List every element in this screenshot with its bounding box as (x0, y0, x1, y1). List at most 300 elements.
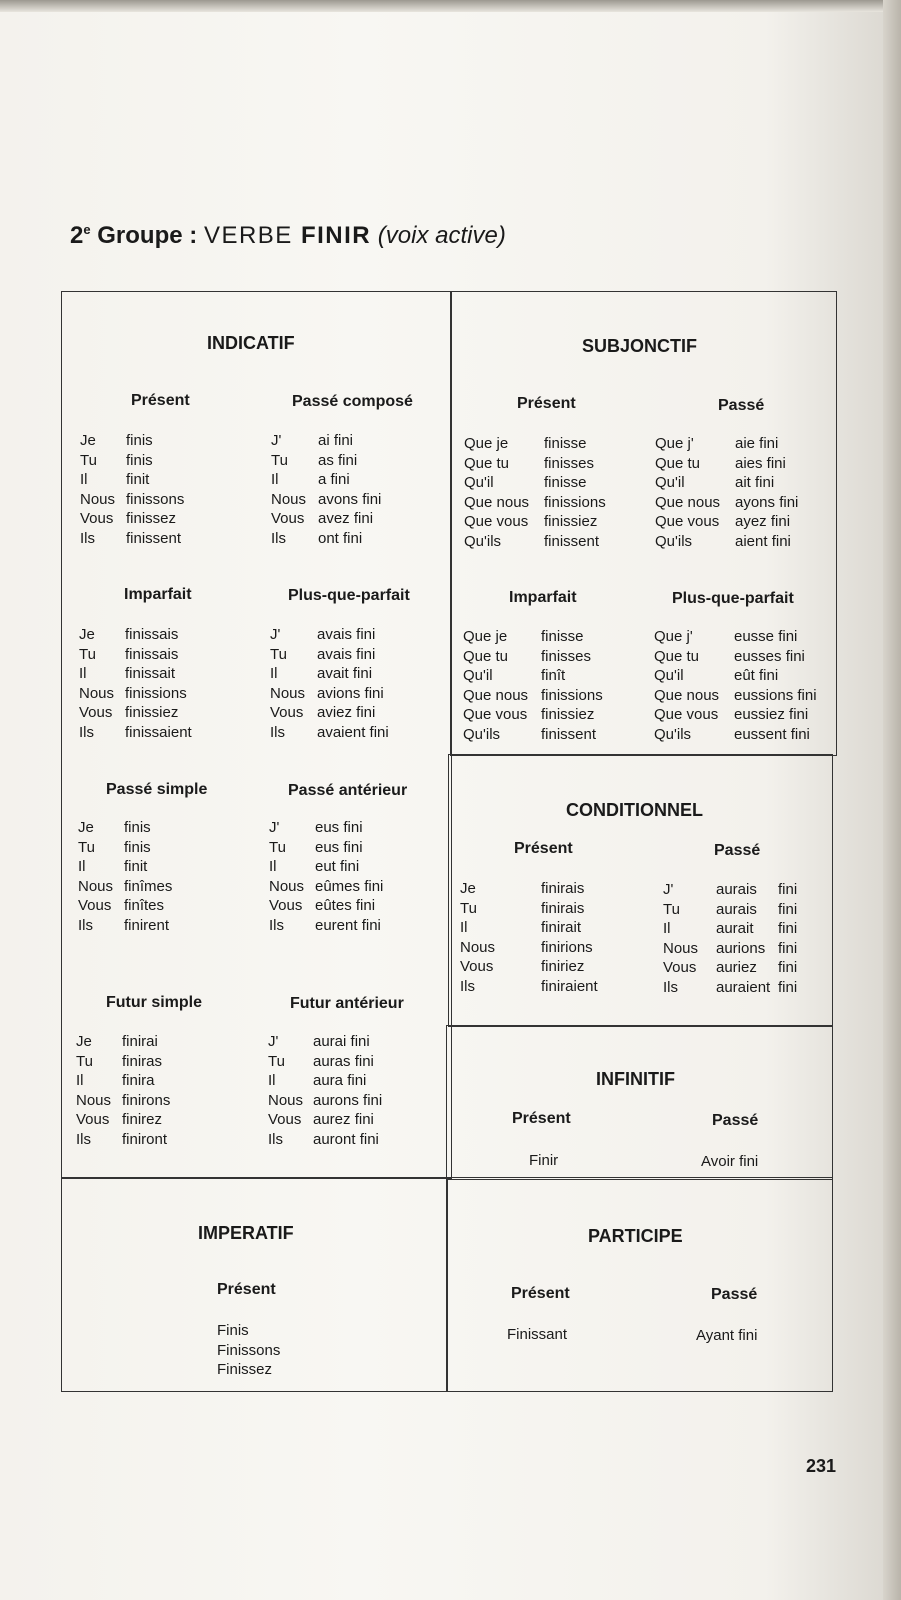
conjugation-line (463, 705, 603, 725)
pronoun: Nous (76, 1091, 112, 1109)
conjugation-line (663, 880, 797, 900)
conjugation-line (464, 512, 606, 532)
indicatif-imparfait-list (79, 625, 192, 743)
pronoun: Tu (80, 451, 97, 469)
conjugation-line (463, 686, 603, 706)
verb-form: avais fini (317, 645, 376, 663)
conjugation-line (655, 532, 798, 552)
verb-form: finissait (125, 665, 176, 683)
verb-form: eus fini (315, 838, 363, 856)
pronoun: Ils (269, 916, 284, 934)
verb-form: auront fini (313, 1130, 379, 1148)
pronoun: Vous (79, 704, 113, 722)
pronoun: Qu'il (463, 667, 493, 685)
verb-form: finirai (122, 1033, 158, 1050)
conjugation-line (654, 666, 817, 686)
conditionnel-passe-list (663, 880, 797, 998)
verb-form: finirions (541, 938, 593, 956)
pronoun: Nous (269, 877, 305, 895)
verb-form: finissions (544, 493, 606, 511)
indicatif-imparfait-label: Imparfait (124, 586, 192, 603)
conjugation-line (270, 625, 389, 645)
verb-form: fini (778, 900, 798, 918)
verb-form: ait fini (735, 474, 775, 492)
conjugation-line (79, 625, 192, 645)
verb-form: ayez fini (735, 513, 791, 531)
verb-form: finis (124, 819, 151, 836)
pronoun: Que vous (655, 513, 720, 531)
participe-passe-value: Ayant fini (696, 1327, 758, 1344)
conjugation-line (78, 877, 172, 897)
pronoun: Que vous (463, 706, 528, 724)
verb-form: finîmes (124, 877, 173, 895)
verb-form: avez fini (318, 510, 374, 528)
pronoun: Que je (463, 628, 508, 645)
conjugation-line (79, 645, 192, 665)
infinitif-present-value: Finir (529, 1152, 559, 1169)
verb-form: eûtes fini (315, 897, 376, 915)
subjonctif-heading: SUBJONCTIF (582, 336, 698, 356)
verb-form: finirent (124, 916, 170, 934)
pronoun: Que tu (463, 647, 509, 665)
pronoun: Nous (268, 1091, 304, 1109)
conjugation-line (460, 977, 598, 997)
pronoun: Tu (78, 838, 95, 856)
verb-form: ai fini (318, 432, 354, 449)
infinitif-heading: INFINITIF (596, 1069, 675, 1089)
conditionnel-passe-label: Passé (714, 842, 761, 859)
pronoun: Que tu (464, 454, 510, 472)
conditionnel-heading: CONDITIONNEL (566, 800, 703, 820)
conjugation-line (271, 529, 381, 549)
subjonctif-imparfait-label: Imparfait (509, 589, 577, 606)
verb-form: eut fini (315, 858, 360, 876)
verb-form: finissons (126, 490, 185, 508)
conjugation-line (76, 1052, 170, 1072)
verb-form: aurai fini (313, 1033, 370, 1050)
conjugation-line (271, 451, 381, 471)
infinitif-box (446, 1025, 833, 1180)
infinitif-passe-label: Passé (712, 1112, 759, 1129)
conjugation-line (463, 647, 603, 667)
conjugation-line (654, 725, 817, 745)
imperatif-present-label: Présent (217, 1281, 276, 1298)
pronoun: Nous (663, 939, 699, 957)
pronoun: Qu'ils (464, 532, 502, 550)
verb-form: finiriez (541, 958, 585, 976)
conjugation-line (271, 470, 381, 490)
title-voix: (voix active) (371, 222, 506, 249)
verb-form: finissiez (125, 704, 179, 722)
verb-form: finissais (125, 645, 179, 663)
page-top-shadow (0, 0, 901, 12)
conjugation-line (460, 879, 598, 899)
pronoun: Tu (76, 1052, 93, 1070)
pronoun: Il (663, 920, 671, 938)
subjonctif-plus-que-parfait-label: Plus-que-parfait (672, 590, 794, 607)
pronoun: Vous (268, 1111, 302, 1129)
conjugation-line (76, 1091, 170, 1111)
conjugation-line (270, 684, 389, 704)
verb-form: fini (778, 959, 798, 977)
pronoun: Vous (271, 510, 305, 528)
verb-form: eussiez fini (734, 706, 809, 724)
imperatif-form: Finissez (217, 1361, 273, 1379)
verb-form: finis (126, 451, 153, 469)
pronoun: Ils (76, 1130, 91, 1148)
pronoun: Que vous (464, 513, 529, 531)
conjugation-line (663, 939, 797, 959)
pronoun: Il (78, 858, 86, 876)
pronoun: Que j' (655, 435, 694, 452)
pronoun: Tu (663, 900, 680, 918)
pronoun: Ils (268, 1130, 283, 1148)
indicatif-passe-anterieur-label: Passé antérieur (288, 782, 408, 799)
conjugation-line (268, 1110, 382, 1130)
verb-form: finiront (122, 1130, 168, 1148)
pronoun: Ils (270, 723, 285, 741)
verb-form: aie fini (735, 435, 779, 452)
pronoun: Vous (460, 958, 494, 976)
verb-form: aurons fini (313, 1091, 383, 1109)
verb-form: eusse fini (734, 628, 798, 645)
pronoun: Nous (80, 490, 116, 508)
auxiliary: aurions (716, 939, 766, 957)
subjonctif-imparfait-list (463, 627, 603, 745)
participe-passe-label: Passé (711, 1286, 758, 1303)
conjugation-line (268, 1130, 382, 1150)
indicatif-heading: INDICATIF (207, 333, 295, 353)
verb-form: eût fini (734, 667, 779, 685)
verb-form: as fini (318, 451, 358, 469)
conjugation-line (460, 918, 598, 938)
indicatif-futur-anterieur-list (268, 1032, 382, 1150)
imperatif-form: Finis (217, 1322, 249, 1339)
pronoun: Que vous (654, 706, 719, 724)
pronoun: Que je (464, 435, 509, 452)
indicatif-present-list (80, 431, 184, 549)
conjugation-line (655, 473, 798, 493)
conjugation-line (80, 509, 184, 529)
indicatif-futur-anterieur-label: Futur antérieur (290, 995, 404, 1012)
pronoun: Il (80, 471, 88, 489)
verb-form: fini (778, 920, 798, 938)
title-groupe: 2e Groupe : (70, 222, 204, 249)
indicatif-present-label: Présent (131, 392, 190, 409)
conjugation-line (271, 509, 381, 529)
conditionnel-present-label: Présent (514, 840, 573, 857)
indicatif-passe-anterieur-list (269, 818, 383, 936)
conjugation-line (463, 666, 603, 686)
conjugation-line (80, 451, 184, 471)
conjugation-line (655, 454, 798, 474)
pronoun: Que j' (654, 628, 693, 645)
pronoun: Que tu (655, 454, 701, 472)
conjugation-line (270, 664, 389, 684)
verb-form: finissent (541, 725, 597, 743)
pronoun: Je (76, 1033, 92, 1050)
pronoun: Que nous (463, 686, 529, 704)
verb-form: finisse (544, 474, 587, 492)
participe-heading: PARTICIPE (588, 1226, 683, 1246)
conjugation-line (268, 1052, 382, 1072)
pronoun: Qu'ils (654, 725, 692, 743)
verb-form: a fini (318, 471, 350, 489)
verb-form: eussions fini (734, 686, 817, 704)
conjugation-line (79, 684, 192, 704)
pronoun: Qu'ils (463, 725, 501, 743)
conjugation-line (663, 919, 797, 939)
pronoun: Qu'ils (655, 532, 693, 550)
conjugation-line (270, 645, 389, 665)
pronoun: J' (270, 626, 281, 643)
verb-form: finissent (126, 529, 182, 547)
conjugation-line (460, 957, 598, 977)
pronoun: Je (79, 626, 95, 643)
verb-form: fini (778, 881, 798, 898)
verb-form: finissiez (544, 513, 598, 531)
conjugation-line (78, 916, 172, 936)
pronoun: Je (78, 819, 94, 836)
pronoun: J' (271, 432, 282, 449)
indicatif-plus-que-parfait-label: Plus-que-parfait (288, 587, 410, 604)
verb-form: finîtes (124, 897, 165, 915)
subjonctif-passe-list (655, 434, 798, 552)
conjugation-line (655, 512, 798, 532)
verb-form: ont fini (318, 529, 363, 547)
verb-form: finissiez (541, 706, 595, 724)
conjugation-line (79, 723, 192, 743)
verb-form: finirez (122, 1111, 163, 1129)
pronoun: Que tu (654, 647, 700, 665)
conjugation-line (78, 896, 172, 916)
pronoun: Je (80, 432, 96, 449)
pronoun: Nous (460, 938, 496, 956)
verb-form: eurent fini (315, 916, 381, 934)
pronoun: J' (269, 819, 280, 836)
conjugation-line (463, 627, 603, 647)
participe-present-label: Présent (511, 1285, 570, 1302)
conjugation-line (460, 938, 598, 958)
pronoun: Vous (270, 704, 304, 722)
pronoun: Il (270, 665, 278, 683)
conjugation-line (269, 818, 383, 838)
pronoun: Il (460, 919, 468, 937)
conjugation-line (78, 857, 172, 877)
conjugation-line (463, 725, 603, 745)
imperatif-forms (217, 1321, 280, 1380)
pronoun: Ils (663, 978, 678, 996)
conjugation-line (654, 647, 817, 667)
conjugation-line (464, 532, 606, 552)
conjugation-line (80, 470, 184, 490)
conjugation-line (464, 454, 606, 474)
pronoun: Ils (79, 723, 94, 741)
conjugation-line (464, 434, 606, 454)
conjugation-line (76, 1130, 170, 1150)
verb-form: finit (126, 471, 150, 489)
pronoun: Il (79, 665, 87, 683)
pronoun: Il (76, 1072, 84, 1090)
conjugation-line (269, 916, 383, 936)
auxiliary: aurais (716, 900, 757, 918)
pronoun: Vous (269, 897, 303, 915)
conjugation-line (268, 1032, 382, 1052)
verb-form: avons fini (318, 490, 382, 508)
indicatif-passe-simple-list (78, 818, 172, 936)
subjonctif-present-label: Présent (517, 395, 576, 412)
verb-form: avaient fini (317, 723, 389, 741)
title-finir: FINIR (300, 222, 372, 249)
conjugation-line (464, 473, 606, 493)
pronoun: Tu (268, 1052, 285, 1070)
verb-form: finira (122, 1072, 155, 1090)
verb-form: aient fini (735, 532, 791, 550)
pronoun: Tu (79, 645, 96, 663)
verb-form: finis (124, 838, 151, 856)
page-title (70, 222, 506, 250)
pronoun: Ils (80, 529, 95, 547)
verb-form: finissions (541, 686, 603, 704)
subjonctif-passe-label: Passé (718, 397, 765, 414)
participe-present-value: Finissant (507, 1326, 568, 1343)
pronoun: Que nous (464, 493, 530, 511)
conjugation-line (76, 1110, 170, 1130)
verb-form: avais fini (317, 626, 376, 643)
verb-form: finirais (541, 899, 585, 917)
verb-form: finirais (541, 880, 585, 897)
pronoun: Nous (270, 684, 306, 702)
verb-form: finiras (122, 1052, 163, 1070)
conjugation-line (79, 664, 192, 684)
infinitif-passe-value: Avoir fini (701, 1153, 759, 1170)
verb-form: finirait (541, 919, 582, 937)
auxiliary: aurais (716, 881, 757, 898)
pronoun: Nous (78, 877, 114, 895)
imperatif-heading: IMPERATIF (198, 1223, 294, 1243)
pronoun: Que nous (654, 686, 720, 704)
auxiliary: auraient (716, 978, 771, 996)
subjonctif-plus-que-parfait-list (654, 627, 817, 745)
pronoun: J' (268, 1033, 279, 1050)
verb-form: auras fini (313, 1052, 374, 1070)
conjugation-line (269, 857, 383, 877)
verb-form: finissais (125, 626, 179, 643)
page-edge (883, 0, 901, 1600)
conjugation-line (654, 705, 817, 725)
verb-form: ayons fini (735, 493, 799, 511)
indicatif-passe-compose-list (271, 431, 381, 549)
indicatif-futur-simple-label: Futur simple (106, 994, 203, 1011)
conjugation-line (460, 899, 598, 919)
verb-form: finisses (541, 647, 592, 665)
pronoun: Qu'il (654, 667, 684, 685)
pronoun: Il (271, 471, 279, 489)
pronoun: Vous (80, 510, 114, 528)
auxiliary: auriez (716, 959, 757, 977)
conjugation-line (79, 703, 192, 723)
verb-form: aviez fini (317, 704, 376, 722)
verb-form: avions fini (317, 684, 384, 702)
conjugation-line (464, 493, 606, 513)
pronoun: Tu (460, 899, 477, 917)
conjugation-line (268, 1091, 382, 1111)
conjugation-line (271, 490, 381, 510)
pronoun: Nous (79, 684, 115, 702)
verb-form: finit (124, 858, 148, 876)
title-verbe: VERBE (203, 222, 301, 249)
conjugation-line (80, 490, 184, 510)
pronoun: Nous (271, 490, 307, 508)
conjugation-line (663, 978, 797, 998)
pronoun: Je (460, 880, 476, 897)
conjugation-line (655, 434, 798, 454)
verb-form: eussent fini (734, 725, 810, 743)
pronoun: Vous (78, 897, 112, 915)
conjugation-line (663, 900, 797, 920)
pronoun: Qu'il (655, 474, 685, 492)
verb-form: finisse (541, 628, 584, 645)
conjugation-line (80, 529, 184, 549)
conjugation-line (269, 838, 383, 858)
conjugation-line (270, 723, 389, 743)
verb-form: finissent (544, 532, 600, 550)
verb-form: finisse (544, 435, 587, 452)
conjugation-line (78, 838, 172, 858)
verb-form: finirons (122, 1091, 171, 1109)
verb-form: fini (778, 939, 798, 957)
pronoun: Ils (460, 977, 475, 995)
infinitif-present-label: Présent (512, 1110, 571, 1127)
conjugation-line (268, 1071, 382, 1091)
indicatif-passe-simple-label: Passé simple (106, 781, 208, 798)
participe-box (446, 1177, 833, 1392)
indicatif-passe-compose-label: Passé composé (292, 393, 413, 410)
verb-form: finissaient (125, 723, 192, 741)
verb-form: finît (541, 667, 566, 685)
indicatif-futur-simple-list (76, 1032, 170, 1150)
pronoun: Vous (663, 959, 697, 977)
verb-form: finiraient (541, 977, 598, 995)
pronoun: Ils (271, 529, 286, 547)
pronoun: Tu (269, 838, 286, 856)
conjugation-line (269, 877, 383, 897)
conjugation-line (663, 958, 797, 978)
verb-form: finisses (544, 454, 595, 472)
conjugation-line (78, 818, 172, 838)
pronoun: Il (268, 1072, 276, 1090)
verb-form: fini (778, 978, 798, 996)
subjonctif-present-list (464, 434, 606, 552)
conjugation-line (80, 431, 184, 451)
verb-form: aies fini (735, 454, 786, 472)
conjugation-line (269, 896, 383, 916)
pronoun: Ils (78, 916, 93, 934)
verb-form: avait fini (317, 665, 373, 683)
verb-form: aurez fini (313, 1111, 374, 1129)
page-number: 231 (806, 1456, 837, 1476)
conjugation-line (76, 1071, 170, 1091)
conditionnel-present-list (460, 879, 598, 997)
pronoun: Que nous (655, 493, 721, 511)
verb-form: finissez (126, 510, 177, 528)
verb-form: finis (126, 432, 153, 449)
verb-form: eusses fini (734, 647, 805, 665)
imperatif-form: Finissons (217, 1341, 281, 1359)
verb-form: eûmes fini (315, 877, 384, 895)
pronoun: Tu (271, 451, 288, 469)
pronoun: J' (663, 881, 674, 898)
